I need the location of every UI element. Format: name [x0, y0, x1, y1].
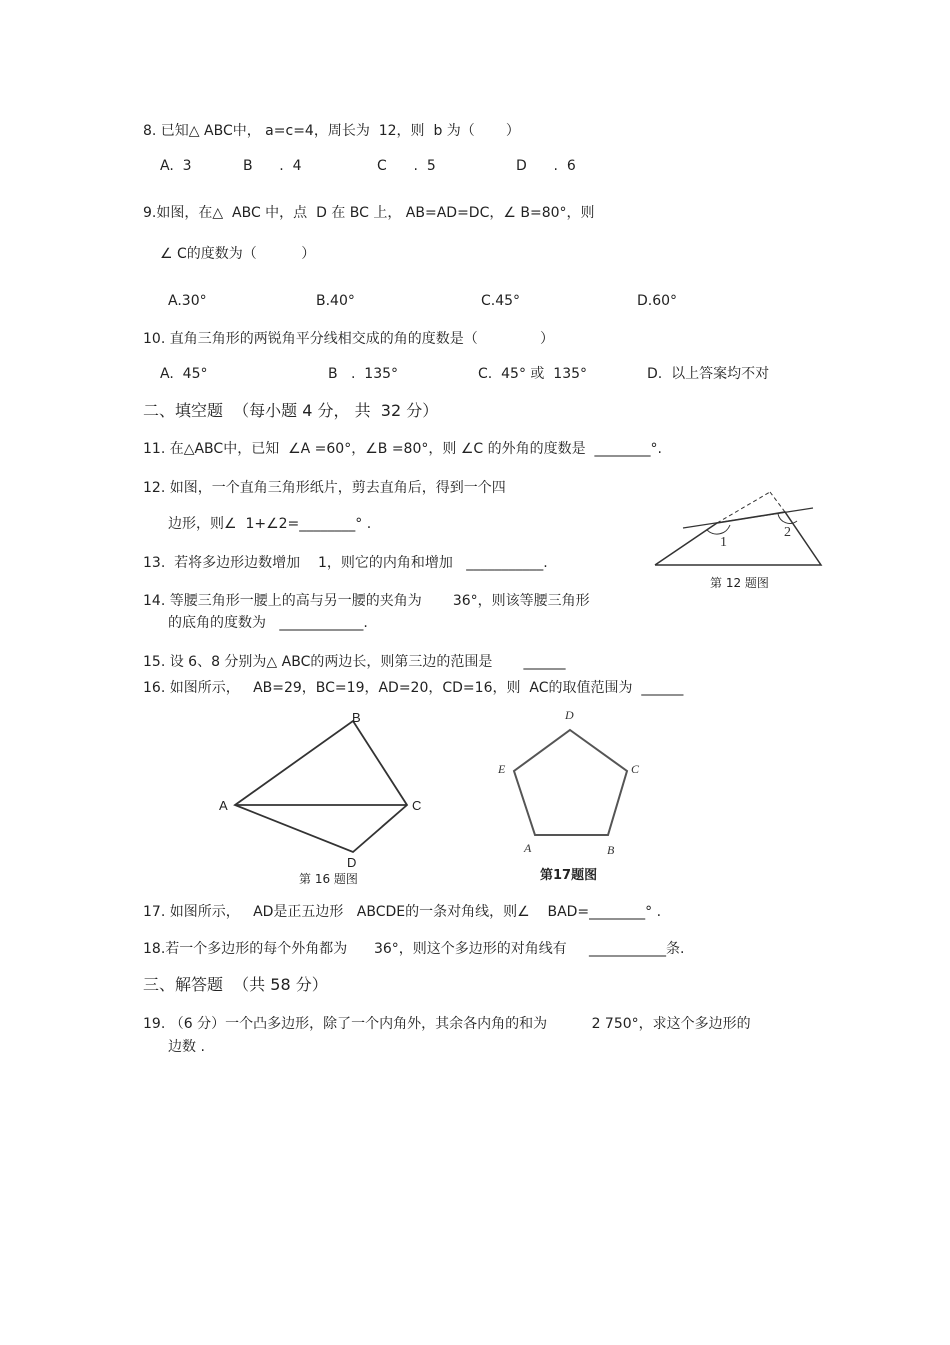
q12-caption: 第 12 题图: [710, 576, 769, 590]
q12-angle1-arc: [707, 525, 730, 534]
q9-stem-line2: ∠ C的度数为（ ）: [160, 246, 316, 262]
fig17-label-a: A: [524, 841, 532, 855]
fig17-figure: [490, 705, 650, 860]
q14-line1: 14. 等腰三角形一腰上的高与另一腰的夹角为 36°，则该等腰三角形: [143, 593, 590, 609]
q16-quadrilateral: [235, 721, 407, 852]
q16-label-d: D: [347, 855, 357, 870]
q17-text: 17. 如图所示， AD是正五边形 ABCDE的一条对角线，则∠ BAD=________° .: [143, 904, 662, 920]
q9-option-b: B.40°: [316, 293, 355, 309]
q10-option-c: C. 45° 或 135°: [478, 366, 588, 382]
fig17-caption: 第17题图: [540, 868, 598, 883]
q19-line1: 19. （6 分）一个凸多边形，除了一个内角外，其余各内角的和为 2 750°，求这个多边形的: [143, 1016, 751, 1032]
q12-label-1: 1: [720, 535, 727, 550]
q10-option-a: A. 45°: [160, 366, 208, 382]
q8-stem: 8. 已知△ ABC中， a=c=4，周长为 12，则 b 为（ ）: [143, 123, 520, 139]
fig17-pentagon: [514, 730, 627, 835]
q16-label-b: B: [352, 710, 361, 725]
fig17-label-d: D: [565, 708, 574, 722]
section-fill-in-heading: 二、填空题 （每小题 4 分， 共 32 分）: [143, 401, 439, 420]
q8-option-a: A. 3: [160, 158, 192, 174]
q12-line2: 边形，则∠ 1+∠2=________° .: [168, 516, 372, 532]
q19-line2: 边数 .: [168, 1039, 205, 1055]
q8-option-b: B . 4: [243, 158, 302, 174]
q12-label-2: 2: [784, 525, 791, 540]
fig17-label-b: B: [607, 843, 615, 857]
fig17-label-e: E: [498, 762, 506, 776]
q15-text: 15. 设 6、8 分别为△ ABC的两边长，则第三边的范围是 ______: [143, 654, 566, 670]
q9-option-c: C.45°: [481, 293, 521, 309]
q16-caption: 第 16 题图: [299, 872, 358, 886]
q9-option-d: D.60°: [637, 293, 678, 309]
q12-cut-corner-dashed-right: [770, 492, 785, 512]
q16-figure: [210, 705, 435, 885]
q8-option-d: D . 6: [516, 158, 576, 174]
q16-label-c: C: [412, 798, 422, 813]
q12-line1: 12. 如图，一个直角三角形纸片，剪去直角后，得到一个四: [143, 480, 506, 496]
q10-option-d: D. 以上答案均不对: [647, 366, 770, 382]
q16-label-a: A: [219, 798, 228, 813]
q18-text: 18.若一个多边形的每个外角都为 36°，则这个多边形的对角线有 ___________条.: [143, 941, 685, 957]
q16-stem: 16. 如图所示， AB=29，BC=19，AD=20，CD=16，则 AC的取值范围为 ______: [143, 680, 684, 696]
q12-figure: [645, 485, 830, 570]
q14-line2: 的底角的度数为 ____________.: [168, 615, 368, 631]
q9-stem: 9.如图，在△ ABC 中，点 D 在 BC 上， AB=AD=DC，∠ B=80°，则: [143, 205, 595, 221]
section-answer-heading: 三、解答题 （共 58 分）: [143, 975, 328, 994]
fig17-label-c: C: [631, 762, 640, 776]
q8-option-c: C . 5: [377, 158, 436, 174]
q9-option-a: A.30°: [168, 293, 207, 309]
q10-stem: 10. 直角三角形的两锐角平分线相交成的角的度数是（ ）: [143, 331, 555, 347]
q11-text: 11. 在△ABC中，已知 ∠A =60°，∠B =80°，则 ∠C 的外角的度数是 ________°.: [143, 441, 662, 457]
q10-option-b: B . 135°: [328, 366, 399, 382]
q13-text: 13. 若将多边形边数增加 1，则它的内角和增加 ___________.: [143, 555, 548, 571]
